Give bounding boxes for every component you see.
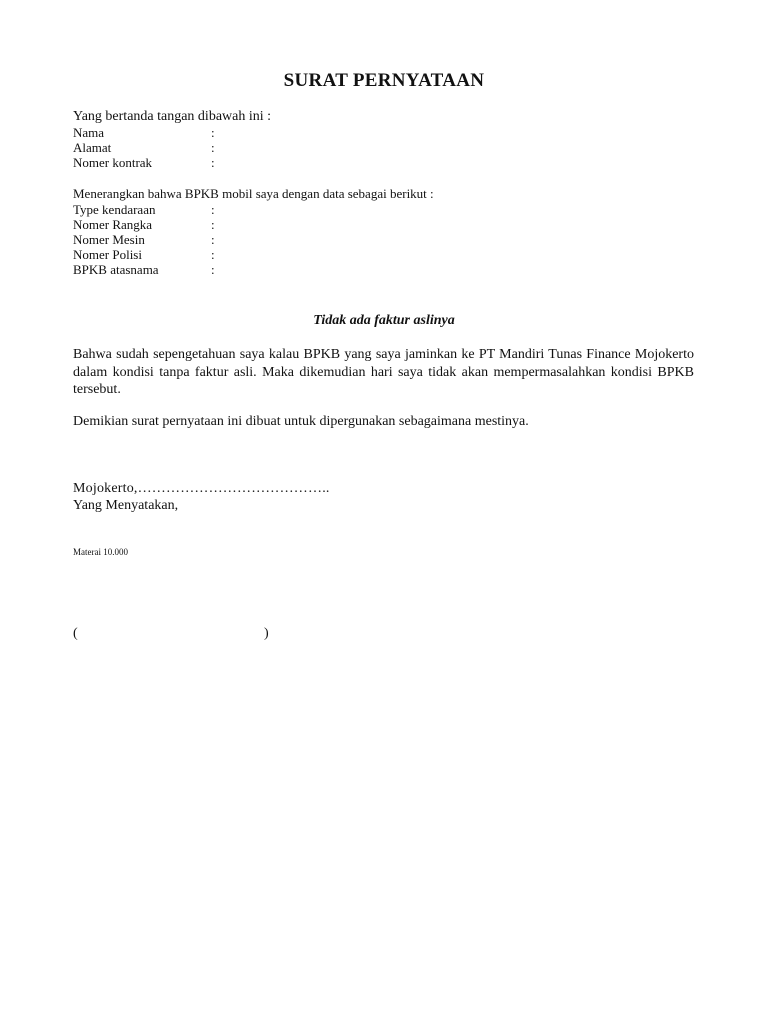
field-label-bpkb-atasnama: BPKB atasnama [73,262,159,277]
stamp-note: Materai 10.000 [73,547,128,557]
closing-line: Demikian surat pernyataan ini dibuat untuk dipergunakan sebagaimana mestinya. [73,414,529,429]
section-subtitle: Tidak ada faktur aslinya [313,313,455,328]
signature-paren-open: ( [73,626,78,641]
field-row [73,140,373,155]
intro-line: Yang bertanda tangan dibawah ini : [73,109,272,124]
field-label-type-kendaraan: Type kendaraan [73,202,156,217]
field-row [73,125,373,140]
place-date-line: Mojokerto,………………………………….. [73,481,330,496]
field-colon: : [211,247,215,262]
document-title: SURAT PERNYATAAN [283,70,485,91]
field-colon: : [211,125,215,140]
field-label-nomer-rangka: Nomer Rangka [73,217,153,232]
body-paragraph: Bahwa sudah sepengetahuan saya kalau BPKB yang saya jaminkan ke PT Mandiri Tunas Finance Mojokerto dalam kondisi tanpa faktur asli. Maka dikemudian hari saya tidak akan mempermasalahkan kondisi BPKB tersebut. [73,347,694,397]
signer-label: Yang Menyatakan, [73,498,179,513]
field-row [73,262,373,277]
field-colon: : [211,140,215,155]
vehicle-fields [73,202,373,277]
field-colon: : [211,232,215,247]
field-colon: : [211,262,215,277]
field-row [73,155,373,170]
field-colon: : [211,202,215,217]
identity-fields [73,125,373,170]
field-label-nomer-polisi: Nomer Polisi [73,247,142,262]
field-row [73,217,373,232]
signature-paren-close: ) [264,626,269,641]
field-colon: : [211,217,215,232]
statement-line: Menerangkan bahwa BPKB mobil saya dengan data sebagai berikut : [73,186,434,201]
field-label-nomer-mesin: Nomer Mesin [73,232,145,247]
field-label-alamat: Alamat [73,140,112,155]
field-row [73,202,373,217]
field-label-nama: Nama [73,125,105,140]
field-row [73,247,373,262]
field-row [73,232,373,247]
field-colon: : [211,155,215,170]
field-label-nomer-kontrak: Nomer kontrak [73,155,153,170]
